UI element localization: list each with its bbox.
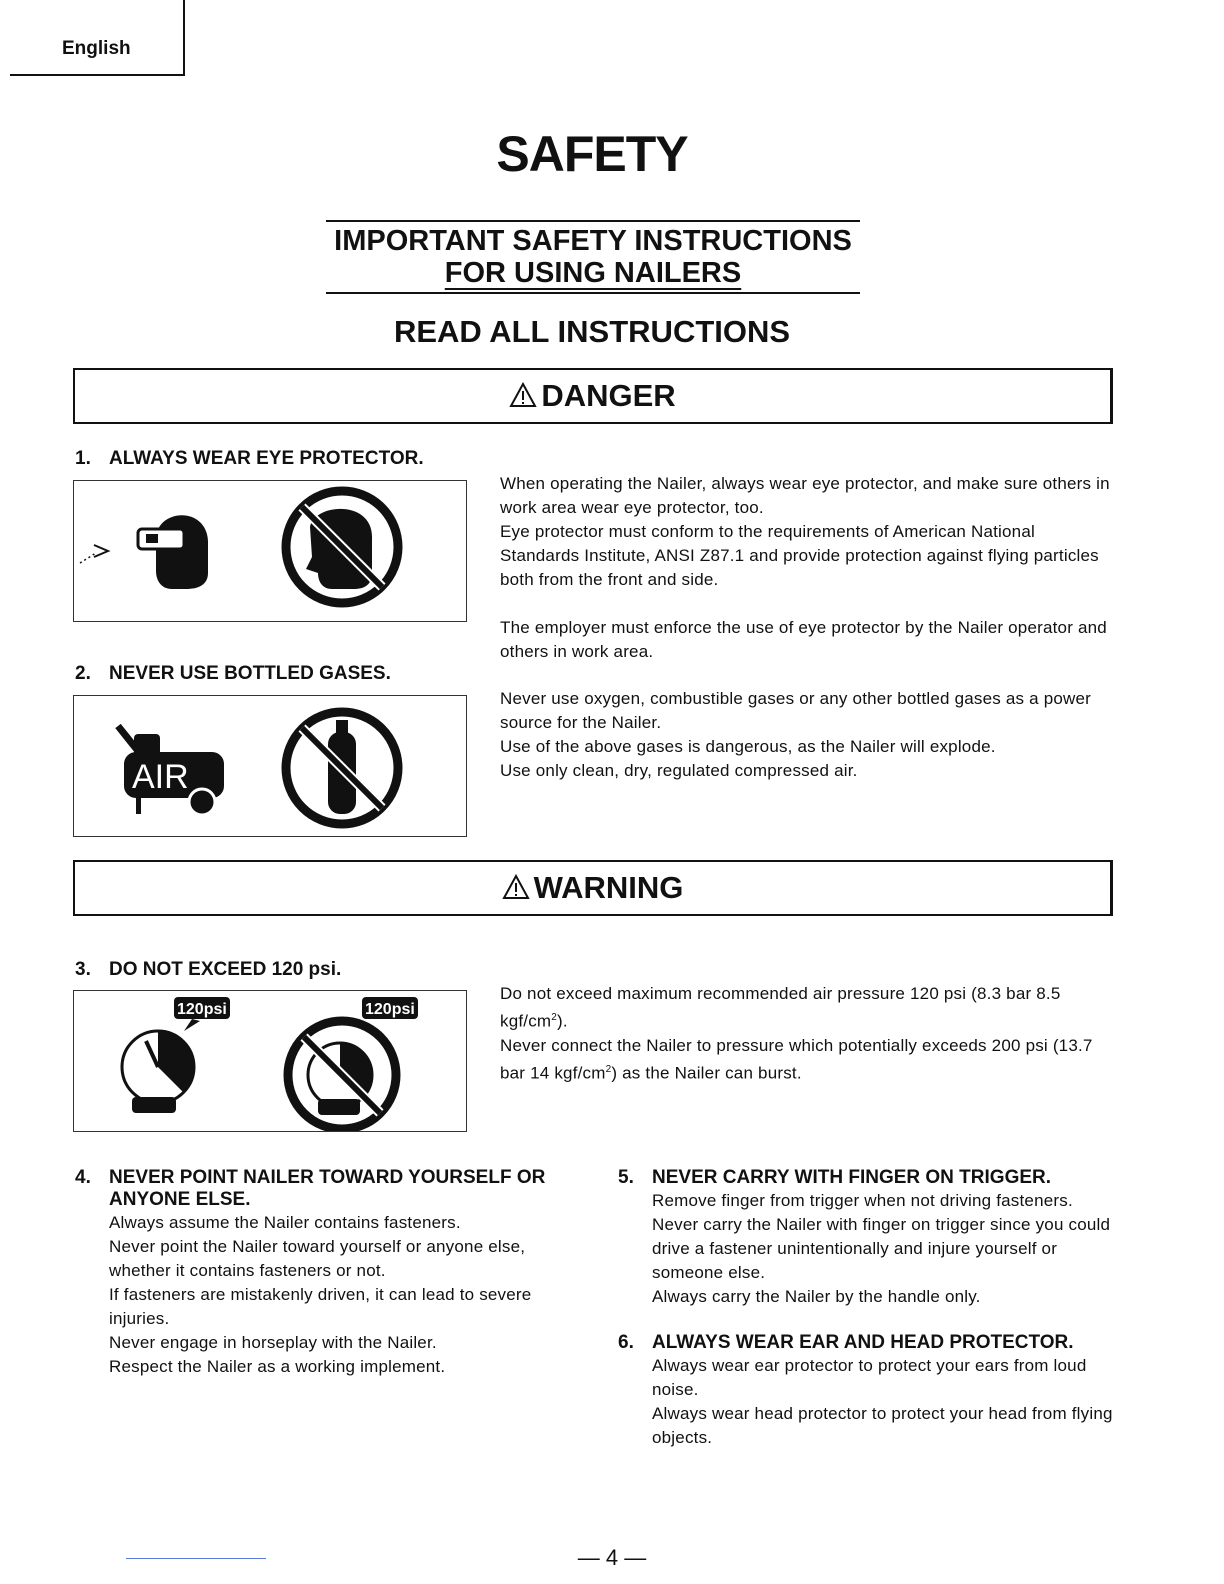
item-2-text	[500, 687, 1110, 783]
item-3-text	[500, 982, 1110, 1085]
item-6-text: Always wear ear protector to protect your ears from loud noise. Always wear head protector to protect your head from flying objects.	[652, 1356, 1113, 1447]
warning-triangle-icon	[502, 874, 530, 900]
item-1-paragraph-3: The employer must enforce the use of eye protector by the Nailer operator and others in work area.	[500, 618, 1107, 661]
danger-label: DANGER	[541, 378, 676, 413]
item-5	[618, 1167, 1118, 1309]
psi-label-right: 120psi	[365, 1001, 415, 1018]
language-label: English	[62, 38, 131, 59]
item-1-text	[500, 472, 1110, 664]
item-3-paragraph-2: Never connect the Nailer to pressure which potentially exceeds 200 psi (13.7 bar 14 kgf/$cm^2$) as the Nailer can burst.	[500, 1035, 1093, 1083]
item-2-paragraph-3: Use only clean, dry, regulated compressed air.	[500, 761, 858, 780]
item-4-heading-line-2: ANYONE ELSE.	[109, 1189, 251, 1210]
item-1-number: 1.	[75, 448, 91, 469]
item-2-paragraph-2: Use of the above gases is dangerous, as the Nailer will explode.	[500, 737, 996, 756]
air-compressor-icon	[74, 696, 466, 836]
item-3-title: DO NOT EXCEED 120 psi.	[109, 959, 342, 980]
subtitle-line-2: FOR USING NAILERS	[444, 257, 742, 289]
read-all-heading: READ ALL INSTRUCTIONS	[393, 314, 791, 349]
item-4	[75, 1167, 575, 1379]
psi-label-left: 120psi	[177, 1001, 227, 1018]
item-1-paragraph-1: When operating the Nailer, always wear eye protector, and make sure others in work area wear eye protector, too.	[500, 474, 1110, 517]
item-5-heading: 5. NEVER CARRY WITH FINGER ON TRIGGER.	[618, 1167, 1052, 1188]
air-label: AIR	[132, 758, 189, 796]
item-3-heading	[75, 959, 341, 981]
item-3-paragraph-1: Do not exceed maximum recommended air pressure 120 psi (8.3 bar 8.5 kgf/$cm^2$).	[500, 984, 1061, 1031]
language-tab	[10, 0, 185, 76]
warning-label: WARNING	[533, 870, 684, 905]
pressure-gauge-icon	[74, 991, 466, 1131]
item-3-number: 3.	[75, 959, 91, 980]
pressure-pictogram-box	[73, 990, 467, 1132]
eye-protector-icon	[74, 481, 466, 621]
item-4-heading: 4. NEVER POINT NAILER TOWARD YOURSELF OR	[75, 1167, 546, 1188]
item-2-title: NEVER USE BOTTLED GASES.	[109, 663, 391, 684]
item-5-text: Remove finger from trigger when not driving fasteners. Never carry the Nailer with finger on trigger since you could drive a fastener unintentionally and injure yourself or someone else. Always carry the Nailer by the handle only.	[652, 1191, 1111, 1306]
item-4-text: Always assume the Nailer contains fasteners. Never point the Nailer toward yourself or anyone else, whether it contains fasteners or not. If fasteners are mistakenly driven, it can lead to severe injuries. Never engage in horseplay with the Nailer. Respect the Nailer as a working implement.	[109, 1213, 532, 1376]
item-2-number: 2.	[75, 663, 91, 684]
item-6-heading: 6. ALWAYS WEAR EAR AND HEAD PROTECTOR.	[618, 1332, 1074, 1353]
item-1-paragraph-2: Eye protector must conform to the requirements of American National Standards Institute, ANSI Z87.1 and provide protection against flying particles both from the front and side.	[500, 522, 1099, 589]
item-1-title: ALWAYS WEAR EYE PROTECTOR.	[109, 448, 424, 469]
item-6	[618, 1332, 1118, 1450]
bottled-gas-pictogram-box	[73, 695, 467, 837]
warning-triangle-icon	[509, 382, 537, 408]
eye-protector-pictogram-box	[73, 480, 467, 622]
item-1-heading	[75, 448, 424, 470]
item-2-paragraph-1: Never use oxygen, combustible gases or any other bottled gases as a power source for the Nailer.	[500, 689, 1092, 732]
warning-banner	[73, 860, 1113, 916]
subtitle-line-1: IMPORTANT SAFETY INSTRUCTIONS	[334, 225, 852, 257]
page-number: — 4 —	[577, 1545, 647, 1570]
item-2-heading	[75, 663, 391, 685]
danger-banner	[73, 368, 1113, 424]
subtitle	[326, 220, 860, 294]
page-title: SAFETY	[496, 126, 688, 182]
